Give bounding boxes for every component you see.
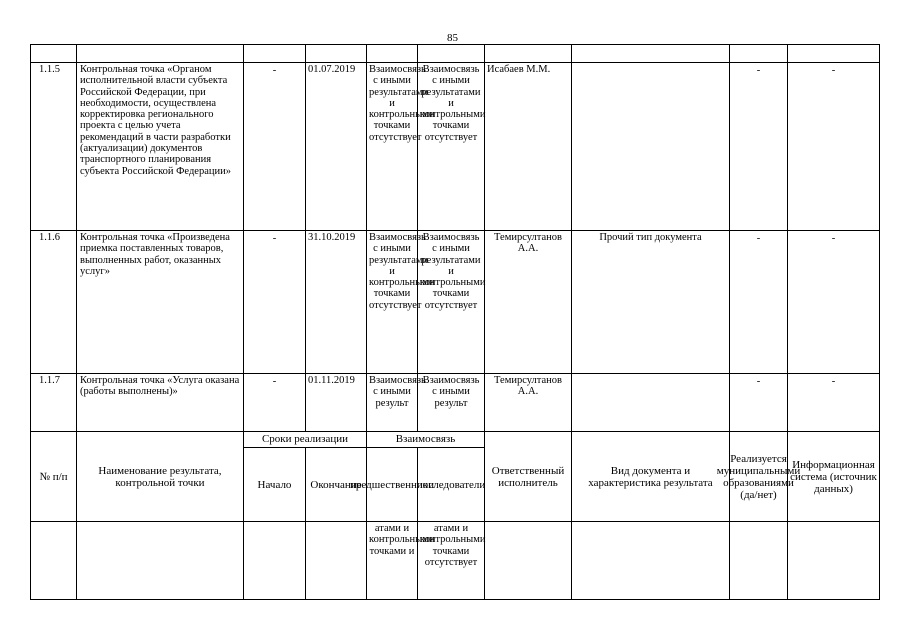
empty-cell [76, 521, 243, 600]
result-name: Контрольная точка «Произведена приемка поставленных товаров, выполненных работ, оказанных услуг» [76, 230, 243, 373]
start-date: - [243, 230, 305, 373]
empty-cell [729, 521, 787, 600]
municipal: - [729, 230, 787, 373]
empty-cell [243, 44, 305, 62]
row-number: 1.1.7 [30, 373, 76, 431]
document-type [571, 373, 729, 431]
header-terms-group: Сроки реализации [243, 431, 366, 447]
info-system: - [787, 373, 880, 431]
document-type: Прочий тип документа [571, 230, 729, 373]
start-date: - [243, 373, 305, 431]
empty-cell [243, 521, 305, 600]
empty-cell [484, 521, 571, 600]
empty-cell [787, 44, 880, 62]
empty-cell [729, 44, 787, 62]
predecessors: Взаимосвязь с иными результатами и контрольными точками отсутствует [366, 230, 417, 373]
header-start: Начало [243, 447, 305, 521]
info-system: - [787, 230, 880, 373]
info-system: - [787, 62, 880, 230]
result-name: Контрольная точка «Органом исполнительной власти субъекта Российской Федерации, при необходимости, осуществлена корректировка регионального проекта с целью учета рекомендаций в части разработки (актуализации) документов транспортного планирования субъекта Российской Федерации» [76, 62, 243, 230]
empty-cell [571, 44, 729, 62]
header-name: Наименование результата, контрольной точки [76, 431, 243, 521]
municipal: - [729, 62, 787, 230]
empty-cell [305, 44, 366, 62]
header-number: № п/п [30, 431, 76, 521]
empty-cell [76, 44, 243, 62]
header-predecessors: предшественники [366, 447, 417, 521]
successors-continued: атами и контрольными точками отсутствует [417, 521, 484, 600]
empty-cell [571, 521, 729, 600]
page-number: 85 [447, 32, 458, 44]
empty-cell [787, 521, 880, 600]
responsible: Темирсултанов А.А. [484, 230, 571, 373]
empty-cell [417, 44, 484, 62]
start-date: - [243, 62, 305, 230]
successors: Взаимосвязь с иными результатами и контрольными точками отсутствует [417, 230, 484, 373]
end-date: 31.10.2019 [305, 230, 366, 373]
header-municipal: Реализуется муниципальными образованиями (да/нет) [729, 431, 787, 521]
empty-cell [305, 521, 366, 600]
predecessors-continued: атами и контрольными точками и [366, 521, 417, 600]
end-date: 01.07.2019 [305, 62, 366, 230]
header-end: Окончание [305, 447, 366, 521]
end-date: 01.11.2019 [305, 373, 366, 431]
header-successors: последователи [417, 447, 484, 521]
header-info-system: Информационная система (источник данных) [787, 431, 880, 521]
successors: Взаимосвязь с иными результатами и контрольными точками отсутствует [417, 62, 484, 230]
row-number: 1.1.5 [30, 62, 76, 230]
predecessors: Взаимосвязь с иными результатами и контрольными точками отсутствует [366, 62, 417, 230]
empty-cell [484, 44, 571, 62]
predecessors: Взаимосвязь с иными результ [366, 373, 417, 431]
header-responsible: Ответственный исполнитель [484, 431, 571, 521]
empty-cell [30, 521, 76, 600]
empty-cell [30, 44, 76, 62]
responsible: Темирсултанов А.А. [484, 373, 571, 431]
responsible: Исабаев М.М. [484, 62, 571, 230]
row-number: 1.1.6 [30, 230, 76, 373]
header-link-group: Взаимосвязь [366, 431, 484, 447]
document-type [571, 62, 729, 230]
results-table [30, 44, 880, 600]
municipal: - [729, 373, 787, 431]
empty-cell [366, 44, 417, 62]
header-document-type: Вид документа и характеристика результата [571, 431, 729, 521]
successors: Взаимосвязь с иными результ [417, 373, 484, 431]
result-name: Контрольная точка «Услуга оказана (работы выполнены)» [76, 373, 243, 431]
